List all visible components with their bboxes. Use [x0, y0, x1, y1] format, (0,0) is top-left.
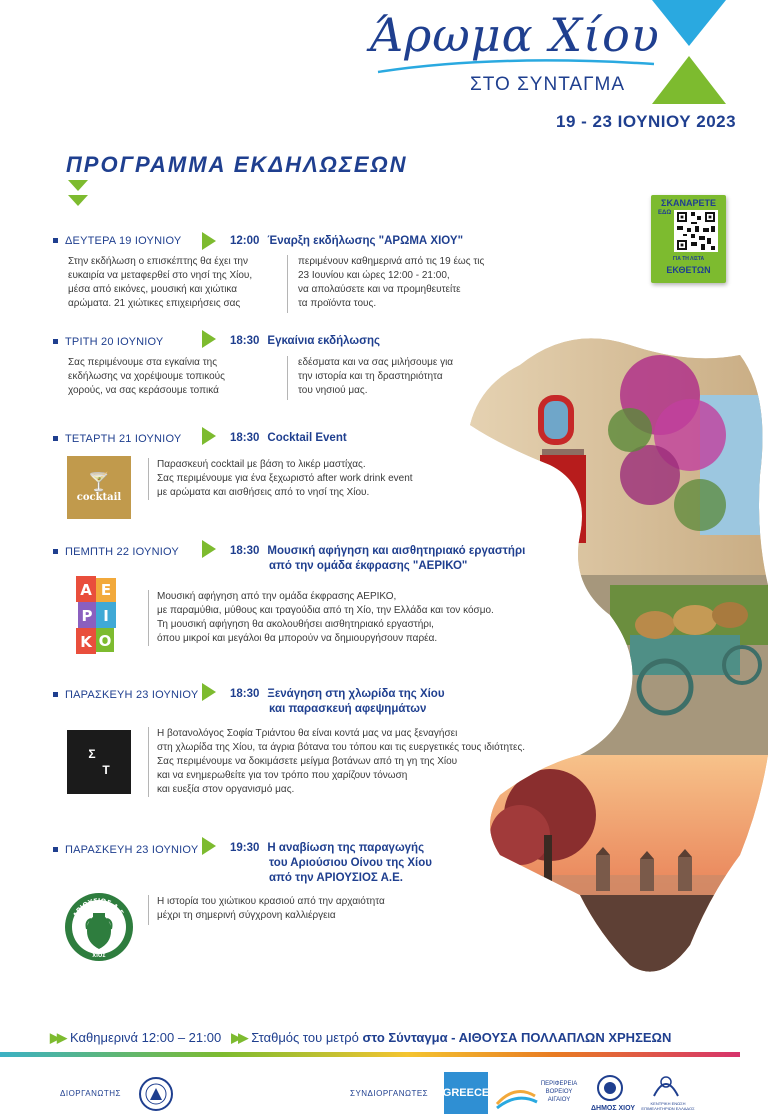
chios-photo-collage — [460, 335, 768, 985]
region-line: ΑΙΓΑΙΟΥ — [547, 1097, 571, 1103]
event-bullet — [53, 238, 58, 243]
event-description-right: εδέσματα και να σας μιλήσουμε για την ιστορία και τη δραστηριότητα του νησιού μας. — [298, 357, 454, 396]
column-divider — [148, 895, 149, 925]
event-description-left: Στην εκδήλωση ο επισκέπτης θα έχει την ευκαιρία να μεταφερθεί στο νησί της Χίου, μέσα από εικόνες, μουσική και χιώτικα αρώματα. 21 χιώτικες επιχειρήσεις σας — [68, 256, 253, 309]
event-time: 12:00 — [230, 235, 260, 247]
st-logo — [67, 730, 131, 794]
event-day: ΠΑΡΑΣΚΕΥΗ 23 ΙΟΥΝΙΟΥ — [65, 844, 199, 856]
region-logo — [495, 1074, 583, 1114]
event-time: 18:30 — [230, 335, 260, 347]
qr-edo-label: ΕΔΩ — [658, 210, 672, 216]
event-title-line: από την ομάδα έκφρασης "ΑΕΡΙΚΟ" — [269, 560, 468, 572]
qr-code-icon[interactable] — [674, 210, 718, 252]
ariousios-label: ΑΡΙΟΥΣΙΟΣ Α.Ε. — [71, 896, 127, 919]
footer-info — [50, 1030, 671, 1046]
column-divider — [148, 727, 149, 797]
event-description: Μουσική αφήγηση από την ομάδα έκφρασης ΑΕΡΙΚΟ, με παραμύθια, μύθους και τραγούδια από τη Χίο, την Ελλάδα και τον κόσμο. Τη μουσική αφήγηση θα ακολουθήσει αισθητηριακό εργαστήρι, όπου μικροί και μεγάλοι θα μπορούν να δημιουργήσουν παρέα. — [157, 591, 494, 644]
down-arrows-icon — [68, 180, 88, 210]
cocktail-thumbnail — [67, 456, 131, 519]
event-title-line: Ξενάγηση στη χλωρίδα της Χίου — [267, 688, 445, 700]
column-divider — [148, 590, 149, 646]
column-divider — [287, 356, 288, 400]
dimos-label: ΔΗΜΟΣ ΧΙΟΥ — [591, 1105, 636, 1112]
aeriko-letter: Ε — [100, 581, 112, 599]
double-arrow-icon: ▶▶ — [231, 1030, 246, 1045]
event-bullet — [53, 549, 58, 554]
event-title — [230, 234, 463, 249]
event-day: ΔΕΥΤΕΡΑ 19 ΙΟΥΝΙΟΥ — [65, 235, 182, 247]
program-title: ΠΡΟΓΡΑΜΜΑ ΕΚΔΗΛΩΣΕΩΝ — [66, 152, 408, 177]
region-line: ΒΟΡΕΙΟΥ — [545, 1089, 573, 1095]
event-description-right: περιμένουν καθημερινά από τις 19 έως τις 23 Ιουνίου και ώρες 12:00 - 21:00, να απολαύσετε και να προμηθευτείτε τα προϊόντα τους. — [298, 256, 485, 309]
play-arrow-icon — [202, 837, 216, 855]
logo-title: Άρωμα Χίου — [370, 8, 660, 62]
event-title-line: Η αναβίωση της παραγωγής — [267, 842, 425, 854]
event-day: ΠΑΡΑΣΚΕΥΗ 23 ΙΟΥΝΙΟΥ — [65, 689, 199, 701]
event-title — [230, 431, 347, 446]
footer-hours: Καθημερινά 12:00 – 21:00 — [70, 1030, 222, 1045]
double-arrow-icon: ▶▶ — [50, 1030, 64, 1045]
event-bullet — [53, 339, 58, 344]
greece-logo: GREECE — [444, 1072, 488, 1114]
chamber-logo-icon — [650, 1072, 682, 1100]
column-divider — [287, 255, 288, 313]
organizer-label: ΔΙΟΡΓΑΝΩΤΗΣ — [60, 1089, 121, 1098]
coorganizers-label: ΣΥΝΔΙΟΡΓΑΝΩΤΕΣ — [350, 1089, 429, 1098]
event-title-line: του Αριούσιου Οίνου της Χίου — [269, 857, 432, 869]
qr-title: ΣΚΑΝΑΡΕΤΕ — [661, 198, 716, 208]
aeriko-letter: Ρ — [81, 607, 93, 625]
event-description: Η ιστορία του χιώτικου κρασιού από την αρχαιότητα μέχρι τη σημερινή σύγχρονη καλλιέργεια — [157, 896, 385, 921]
event-title-text: Έναρξη εκδήλωσης "ΑΡΩΜΑ ΧΙΟΥ" — [267, 235, 464, 247]
event-title — [230, 687, 445, 717]
event-bullet — [53, 436, 58, 441]
st-letter: Σ — [88, 747, 96, 761]
aeriko-letter: Α — [80, 581, 92, 599]
event-title-line: Μουσική αφήγηση και αισθητηριακό εργαστήρι — [267, 545, 526, 557]
play-arrow-icon — [202, 683, 216, 701]
chamber-label: ΚΕΝΤΡΙΚΗ ΕΝΩΣΗ ΕΠΙΜΕΛΗΤΗΡΙΩΝ ΕΛΛΑΔΟΣ — [641, 1101, 695, 1111]
ariousios-logo — [65, 893, 133, 961]
play-arrow-icon — [202, 232, 216, 250]
logo-swoosh — [376, 58, 656, 74]
event-title — [230, 841, 432, 886]
amphora-icon — [65, 893, 133, 961]
qr-card[interactable] — [651, 195, 726, 283]
st-letter: Τ — [102, 763, 110, 777]
footer-location-prefix: Σταθμός του μετρό — [251, 1030, 359, 1045]
event-bullet — [53, 692, 58, 697]
qr-footer-small: ΓΙΑ ΤΗ ΛΙΣΤΑ — [672, 256, 705, 262]
rainbow-divider — [0, 1052, 740, 1057]
event-time: 19:30 — [230, 842, 260, 854]
aeriko-letter: Κ — [80, 633, 92, 651]
event-day: ΤΡΙΤΗ 20 ΙΟΥΝΙΟΥ — [65, 336, 164, 348]
ariousios-sublabel: ΧΙΟΣ — [92, 953, 106, 959]
event-title-text: Εγκαίνια εκδήλωσης — [267, 335, 380, 347]
aeriko-letter: Ι — [103, 607, 109, 625]
event-time: 18:30 — [230, 432, 260, 444]
aeriko-letter: Ο — [98, 632, 112, 650]
play-arrow-icon — [202, 427, 216, 445]
cocktail-label: cocktail — [76, 492, 122, 503]
hourglass-logo-icon — [650, 0, 730, 110]
event-description-left: Σας περιμένουμε στα εγκαίνια της εκδήλωσης να χορέψουμε τοπικούς χορούς, να σας κεράσουμε τοπικά — [68, 357, 225, 396]
organizer-seal-icon — [138, 1074, 174, 1114]
event-time: 18:30 — [230, 688, 260, 700]
column-divider — [148, 458, 149, 500]
event-bullet — [53, 847, 58, 852]
event-title-line: και παρασκευή αφεψημάτων — [269, 703, 427, 715]
date-range: 19 - 23 ΙΟΥΝΙΟΥ 2023 — [556, 112, 737, 131]
region-line: ΠΕΡΙΦΕΡΕΙΑ — [540, 1081, 578, 1087]
aeriko-logo — [76, 576, 118, 654]
event-description: Η βοτανολόγος Σοφία Τριάντου θα είναι κοντά μας να μας ξεναγήσει στη χλωρίδα της Χίου, τα άγρια βότανα του τόπου και τις ευεργετικές τους ιδιότητες. Σας περιμένουμε να δοκιμάσετε μείγμα βοτάνων από τη γη της Χίου και να ενημερωθείτε για τον τρόπο που χαρίζουν τόνωση και ευεξία στον οργανισμό μας. — [157, 728, 526, 795]
event-day: ΤΕΤΑΡΤΗ 21 ΙΟΥΝΙΟΥ — [65, 433, 182, 445]
event-title-text: Cocktail Event — [267, 432, 347, 444]
footer-location-place: στο Σύνταγμα - ΑΙΘΟΥΣΑ ΠΟΛΛΑΠΛΩΝ ΧΡΗΣΕΩΝ — [362, 1030, 672, 1045]
dimos-seal-icon — [595, 1074, 625, 1102]
play-arrow-icon — [202, 540, 216, 558]
event-title-line: από την ΑΡΙΟΥΣΙΟΣ Α.Ε. — [269, 872, 403, 884]
event-day: ΠΕΜΠΤΗ 22 ΙΟΥΝΙΟΥ — [65, 546, 179, 558]
event-time: 18:30 — [230, 545, 260, 557]
event-description: Παρασκευή cocktail με βάση το λικέρ μαστίχας. Σας περιμένουμε για ένα ξεχωριστό after work drink event με αρώματα και αισθήσεις από το νησί της Χίου. — [157, 459, 413, 498]
cocktail-glass-icon: 🍸 — [87, 472, 111, 492]
event-title — [230, 334, 380, 349]
play-arrow-icon — [202, 330, 216, 348]
logo-subtitle: ΣΤΟ ΣΥΝΤΑΓΜΑ — [470, 74, 626, 95]
qr-footer-big: ΕΚΘΕΤΩΝ — [666, 265, 711, 275]
